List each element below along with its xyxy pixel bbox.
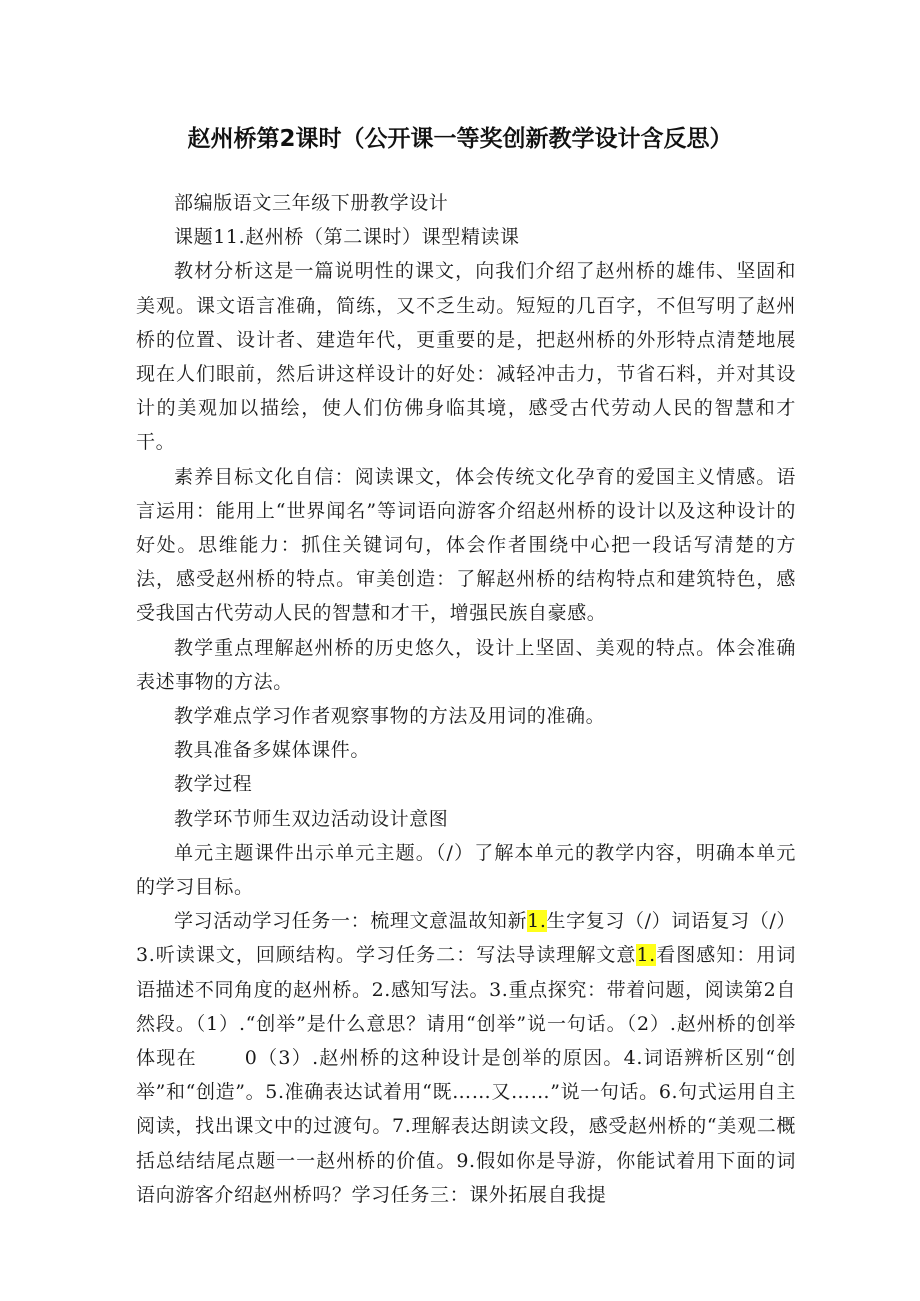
highlight-mark: 1. <box>636 944 656 967</box>
activities-text-3: 看图感知：用词语描述不同角度的赵州桥。2.感知写法。3.重点探究：带着问题，阅读第2自然段。（1）.“创举”是什么意思？请用“创举”说一句话。（2）.赵州桥的创举体现在 0（3）.赵州桥的这种设计是创举的原因。4.词语辨析区别“创举”和“创造”。5.准确表达试着用“既……又……”说一句话。6.句式运用自主阅读，找出课文中的过渡句。7.理解表达朗读文段，感受赵州桥的“美观二概括总结结尾点题一一赵州桥的价值。9.假如你是导游，你能试着用下面的词语向游客介绍赵州桥吗？学习任务三：课外拓展自我提 <box>136 944 797 1206</box>
paragraph-teaching-aids: 教具准备多媒体课件。 <box>174 739 371 762</box>
paragraph-unit-theme: 单元主题课件出示单元主题。（/）了解本单元的教学内容，明确本单元的学习目标。 <box>136 841 796 899</box>
paragraph-textbook-info: 部编版语文三年级下册教学设计 <box>174 192 449 214</box>
paragraph-process-heading: 教学过程 <box>174 773 253 796</box>
document-title: 赵州桥第2课时（公开课一等奖创新教学设计含反思） <box>187 126 733 152</box>
activities-text-1: 学习活动学习任务一：梳理文意温故知新 <box>174 910 528 933</box>
activities-text-2: 生字复习（/）词语复习（/）3.听读课文，回顾结构。学习任务二：写法导读理解文意 <box>136 910 796 967</box>
paragraph-difficulties: 教学难点学习作者观察事物的方法及用词的准确。 <box>174 705 606 728</box>
paragraph-learning-activities <box>136 904 796 1212</box>
document-body <box>136 186 796 1212</box>
highlight-mark: 1. <box>527 910 547 933</box>
paragraph-key-points: 教学重点理解赵州桥的历史悠久，设计上坚固、美观的特点。体会准确表述事物的方法。 <box>136 636 796 693</box>
paragraph-table-header: 教学环节师生双边活动设计意图 <box>174 807 449 830</box>
paragraph-lesson-topic: 课题11.赵州桥（第二课时）课型精读课 <box>174 226 520 249</box>
paragraph-literacy-goals: 素养目标文化自信：阅读课文，体会传统文化孕育的爱国主义情感。语言运用：能用上“世界闻名”等词语向游客介绍赵州桥的设计以及这种设计的好处。思维能力：抓住关键词句，体会作者围绕中心把一段话写清楚的方法，感受赵州桥的特点。审美创造：了解赵州桥的结构特点和建筑特色，感受我国古代劳动人民的智慧和才干，增强民族自豪感。 <box>136 465 796 625</box>
paragraph-material-analysis: 教材分析这是一篇说明性的课文，向我们介绍了赵州桥的雄伟、坚固和美观。课文语言准确，简练，又不乏生动。短短的几百字，不但写明了赵州桥的位置、设计者、建造年代，更重要的是，把赵州桥的外形特点清楚地展现在人们眼前，然后讲这样设计的好处：减轻冲击力，节省石料，并对其设计的美观加以描绘，使人们仿佛身临其境，感受古代劳动人民的智慧和才干。 <box>136 260 796 454</box>
